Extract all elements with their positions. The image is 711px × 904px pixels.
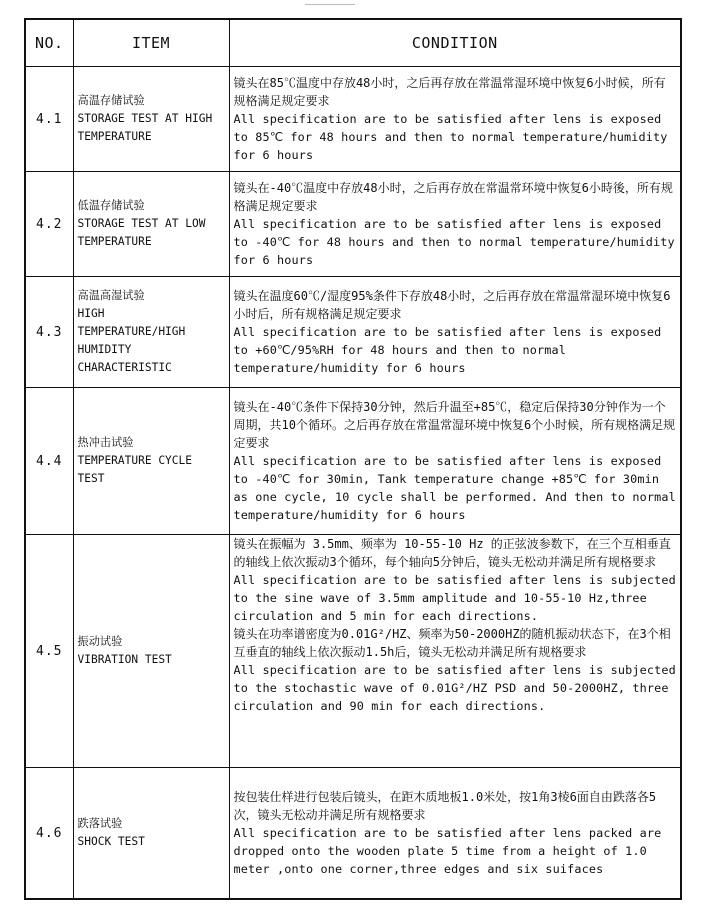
row-item bbox=[73, 768, 229, 900]
condition-text-en: All specification are to be satisfied after lens is exposed to -40℃ for 48 hours and then to normal temperature/humidity for 6 hours bbox=[233, 217, 675, 267]
table-row bbox=[25, 67, 681, 172]
condition-text-en: All specification are to be satisfied after lens is subjected to the stochastic wave of 0.01G²/HZ PSD and 50-2000HZ, three circulation and 90 min for each directions. bbox=[233, 663, 676, 713]
condition-text-zh: 镜头在-40℃温度中存放48小时，之后再存放在常温常环境中恢复6小時後，所有规格满足规定要求 bbox=[233, 181, 673, 213]
item-name-en: TEMPERATURE/HIGH bbox=[77, 325, 186, 338]
row-condition bbox=[229, 768, 681, 900]
item-name-en: TEMPERATURE bbox=[77, 235, 152, 248]
row-item bbox=[73, 67, 229, 172]
table-body bbox=[25, 67, 681, 900]
condition-text-en: All specification are to be satisfied after lens is subjected to the sine wave of 3.5mm amplitude and 10-55-10 Hz,three circulation and 5 min for each directions. bbox=[233, 573, 676, 623]
row-item bbox=[73, 388, 229, 535]
table-row bbox=[25, 277, 681, 388]
item-name-en: SHOCK TEST bbox=[77, 835, 145, 848]
row-item bbox=[73, 535, 229, 768]
page-top-mark bbox=[305, 0, 355, 5]
item-name-en: HIGH bbox=[77, 307, 105, 320]
item-name-zh: 振动试验 bbox=[77, 635, 123, 648]
condition-text-en: All specification are to be satisfied after lens is exposed to -40℃ for 30min, Tank temperature change +85℃ for 30min as one cycle, 10 cycle shall be performed. And then to normal temperature/humidity for 6 hours bbox=[233, 454, 676, 522]
header-condition: CONDITION bbox=[229, 19, 681, 67]
table-row bbox=[25, 388, 681, 535]
reliability-test-table bbox=[24, 18, 682, 900]
item-name-zh: 高温高湿试验 bbox=[77, 289, 145, 302]
item-name-en: CHARACTERISTIC bbox=[77, 361, 172, 374]
item-name-en: TEMPERATURE CYCLE bbox=[77, 454, 193, 467]
item-name-zh: 低温存储试验 bbox=[77, 199, 145, 212]
item-name-zh: 热冲击试验 bbox=[77, 436, 134, 449]
condition-text-zh: 镜头在振幅为 3.5mm、频率为 10-55-10 Hz 的正弦波参数下，在三个互相垂直的轴线上依次振动3个循环，每个轴向5分钟后，镜头无松动并满足所有规格要求 bbox=[233, 537, 671, 569]
row-number: 4.2 bbox=[25, 172, 73, 277]
row-number: 4.5 bbox=[25, 535, 73, 768]
condition-text-en: All specification are to be satisfied after lens is exposed to 85℃ for 48 hours and then to normal temperature/humidity for 6 hours bbox=[233, 112, 668, 162]
item-name-zh: 高温存储试验 bbox=[77, 94, 145, 107]
row-number: 4.3 bbox=[25, 277, 73, 388]
header-item: ITEM bbox=[73, 19, 229, 67]
condition-text-zh: 镜头在功率谱密度为0.01G²/HZ、频率为50-2000HZ的随机振动状态下，在3个相互垂直的轴线上依次振动1.5h后，镜头无松动并满足所有规格要求 bbox=[233, 627, 671, 659]
item-name-en: STORAGE TEST AT HIGH bbox=[77, 112, 213, 125]
condition-text-en: All specification are to be satisfied after lens packed are dropped onto the wooden plate 5 time from a height of 1.0 meter ,onto one corner,three edges and six suifaces bbox=[233, 826, 662, 876]
row-condition bbox=[229, 172, 681, 277]
condition-text-en: All specification are to be satisfied after lens is exposed to +60℃/95%RH for 48 hours and then to normal temperature/humidity for 6 hours bbox=[233, 325, 662, 375]
condition-text-zh: 按包装仕样进行包装后镜头，在距木质地板1.0米处，按1角3棱6面自由跌落各5次，镜头无松动并满足所有规格要求 bbox=[233, 790, 657, 822]
row-number: 4.1 bbox=[25, 67, 73, 172]
row-condition bbox=[229, 67, 681, 172]
row-item bbox=[73, 277, 229, 388]
row-item bbox=[73, 172, 229, 277]
item-name-en: STORAGE TEST AT LOW bbox=[77, 217, 206, 230]
row-number: 4.6 bbox=[25, 768, 73, 900]
table-row bbox=[25, 535, 681, 768]
item-name-en: HUMIDITY bbox=[77, 343, 132, 356]
row-condition bbox=[229, 277, 681, 388]
condition-text-zh: 镜头在-40℃条件下保持30分钟，然后升温至+85℃，稳定后保持30分钟作为一个周期，共10个循环。之后再存放在常温常湿环境中恢复6个小时候，所有规格满足规定要求 bbox=[233, 400, 676, 450]
condition-text-zh: 镜头在85℃温度中存放48小时，之后再存放在常温常湿环境中恢复6小时候，所有规格满足规定要求 bbox=[233, 76, 666, 108]
table-header-row bbox=[25, 19, 681, 67]
row-condition bbox=[229, 535, 681, 768]
row-number: 4.4 bbox=[25, 388, 73, 535]
item-name-en: TEST bbox=[77, 472, 105, 485]
table-row bbox=[25, 172, 681, 277]
item-name-zh: 跌落试验 bbox=[77, 817, 123, 830]
row-condition bbox=[229, 388, 681, 535]
table-row bbox=[25, 768, 681, 900]
item-name-en: TEMPERATURE bbox=[77, 130, 152, 143]
item-name-en: VIBRATION TEST bbox=[77, 653, 172, 666]
condition-text-zh: 镜头在温度60℃/湿度95%条件下存放48小时，之后再存放在常温常湿环境中恢复6小时后，所有规格满足规定要求 bbox=[233, 289, 671, 321]
header-no: NO. bbox=[25, 19, 73, 67]
